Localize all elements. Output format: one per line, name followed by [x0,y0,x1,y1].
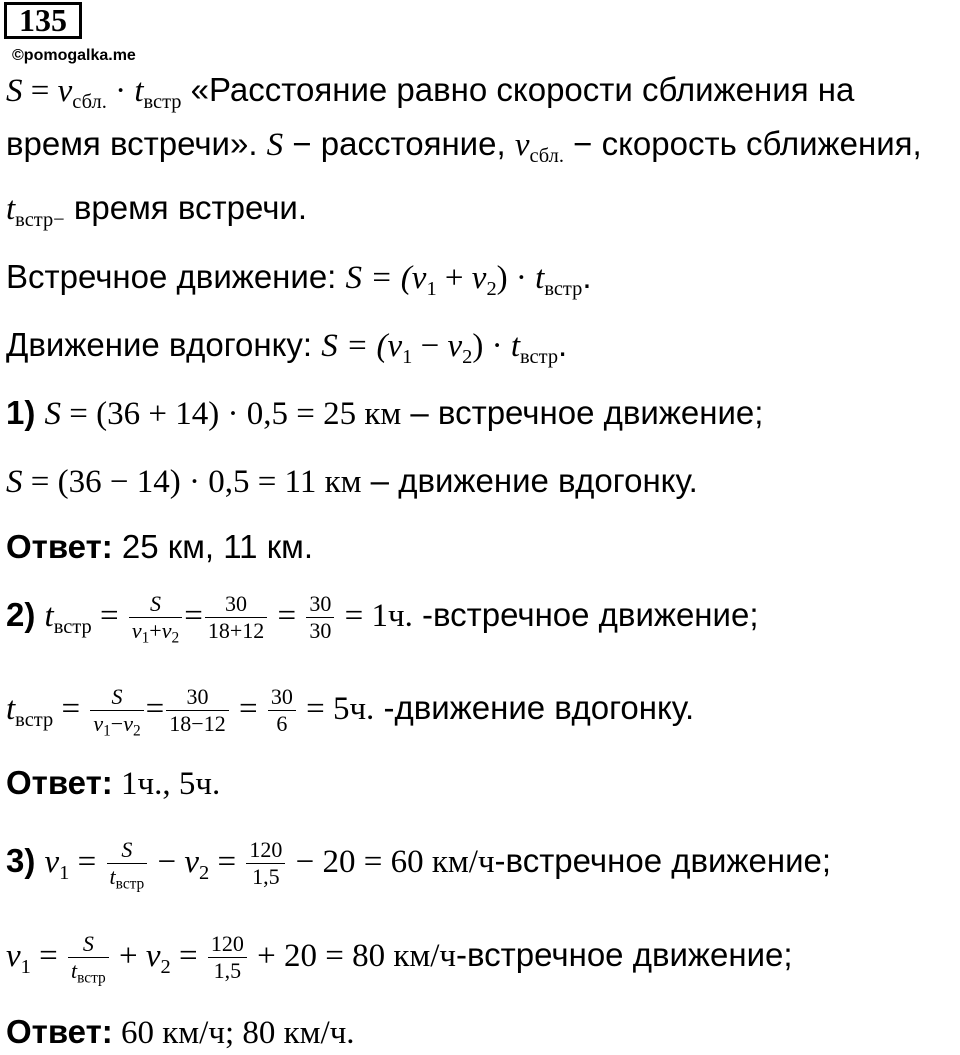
result: = 1ч. [336,598,413,634]
part3-answer [6,1012,355,1053]
frac-numerator: S [107,837,148,864]
answer-label: Ответ: [6,528,113,565]
var-s: S [266,127,284,163]
equals: = [170,938,206,974]
part1-answer [6,527,313,567]
var-v1: v [6,938,21,974]
sub-1: 1 [141,629,150,647]
frac-denominator [129,617,182,647]
frac-numerator: S [90,684,143,711]
frac-denominator: 1,5 [213,957,242,983]
t-subscript: встр [15,709,54,732]
fraction-numeric [246,837,285,890]
plus: + [110,938,146,974]
answer-label: Ответ: [6,1013,113,1050]
minus: − [149,844,185,880]
var-s: S [6,73,23,109]
part3-line-1 [6,830,831,893]
plus: + [149,617,162,643]
fraction-numeric [306,591,334,644]
frac-denominator: 6 [276,710,288,736]
sub-1: 1 [59,862,70,885]
intro-line3-rest: время встречи. [64,189,308,226]
formula-start: S = ( [345,260,412,296]
intro-line-3 [6,188,308,232]
formula-start: S = ( [321,328,388,364]
sub-1: 1 [402,346,413,369]
meeting-label: Встречное движение: [6,258,346,295]
frac-denominator: 1,5 [252,863,280,889]
intro-line2-dash: − расстояние, [283,125,515,162]
fraction-s-over-t [107,836,148,893]
equals: = [184,598,203,634]
sub-2: 2 [171,629,180,647]
part1-line-2 [6,461,698,502]
part2-text-2: -движение вдогонку. [374,689,695,726]
t-subscript: встр [544,278,583,301]
dot: · [106,73,135,109]
equals: = [30,938,66,974]
v-subscript: сбл. [72,91,107,114]
frac-numerator: 30 [166,684,228,711]
fraction-s-over-t [68,930,109,987]
var-v2: v [184,844,200,880]
close-paren: ) · [472,328,511,364]
equals: = [91,598,127,634]
var-v2: v [123,710,133,736]
intro-quote: «Расстояние равно скорости сближения на [181,71,855,108]
t-subscript: встр [143,91,182,114]
period: . [558,326,568,363]
sub-2: 2 [199,862,210,885]
part1-line-1 [6,393,763,434]
part2-answer [6,763,220,804]
frac-denominator [107,863,148,893]
part3-text-2: -встречное движение; [456,936,793,973]
part2-number: 2) [6,596,45,633]
t-subscript: встр [53,616,92,639]
minus: − [412,328,448,364]
var-v: v [57,73,73,109]
part2-text-1: -встречное движение; [412,596,759,633]
answer-text: 60 км/ч; 80 км/ч. [112,1015,355,1051]
part1-number: 1) [6,394,45,431]
frac-denominator: 18+12 [207,617,265,643]
equals: = [145,691,165,727]
sub-1: 1 [20,956,31,979]
intro-line2-text: время встречи». [6,125,267,162]
sub-2: 2 [132,722,141,740]
part3-text-1: -встречное движение; [494,842,832,879]
close-paren: ) · [496,260,536,296]
var-v1: v [93,710,104,736]
frac-numerator: S [68,931,109,958]
sub-2: 2 [462,346,473,369]
fraction-numeric [208,931,247,984]
equals: = [22,73,58,109]
t-subscript: встр [77,969,106,987]
var-v2: v [145,938,161,974]
period: . [582,258,592,295]
part2-line-1 [6,585,759,646]
equals: = [269,598,305,634]
var-s: S [6,464,23,500]
var-v2: v [471,260,487,296]
meeting-formula [6,257,592,301]
frac-denominator: 30 [309,617,332,643]
part1-expr-2: = (36 − 14) · 0,5 = 11 км [22,464,362,500]
var-s: S [44,396,62,432]
plus: + [436,260,472,296]
var-t: t [44,598,54,634]
t-subscript: встр [520,346,559,369]
result: − 20 = 60 км/ч [287,844,495,880]
frac-numerator: 120 [208,931,247,958]
intro-line-1 [6,70,855,114]
var-v2: v [447,328,463,364]
var-t: t [6,691,16,727]
fraction-numeric [205,591,267,644]
part1-text-2: – движение вдогонку. [361,462,698,499]
var-v1: v [131,617,142,643]
fraction-s-over-diff [90,683,143,740]
part1-text-1: – встречное движение; [401,394,764,431]
fraction-s-over-sum [129,590,182,647]
problem-number: 135 [4,2,82,39]
frac-denominator: 18−12 [169,710,226,736]
v-subscript: сбл. [529,145,564,168]
equals: = [53,691,89,727]
frac-numerator: 120 [246,837,285,864]
minus: − [110,710,124,736]
var-v1: v [387,328,403,364]
sub-1: 1 [103,722,111,740]
frac-numerator: 30 [306,591,334,618]
equals: = [209,844,245,880]
intro-line-2 [6,124,922,168]
var-t: t [6,191,16,227]
part2-line-2 [6,678,694,739]
answer-label: Ответ: [6,764,113,801]
var-t: t [134,73,144,109]
part1-expr-1: = (36 + 14) · 0,5 = 25 км [61,396,402,432]
frac-denominator [68,957,109,987]
sub-1: 1 [426,278,437,301]
t-subscript: встр [115,875,145,893]
var-v1: v [44,844,60,880]
chase-formula [6,325,568,369]
frac-numerator: 30 [205,591,267,618]
var-t: t [109,863,116,889]
equals: = [69,844,105,880]
fraction-numeric [268,684,296,737]
equals: = [230,691,266,727]
var-t: t [510,328,521,364]
part3-number: 3) [6,842,45,879]
intro-line2-rest: − скорость сближения, [564,125,922,162]
sub-2: 2 [486,278,497,301]
t-subscript: встр− [15,209,65,232]
watermark: ©pomogalka.me [12,47,136,64]
chase-label: Движение вдогонку: [6,326,322,363]
result: + 20 = 80 км/ч [248,938,457,974]
frac-numerator: 30 [268,684,296,711]
frac-numerator: S [129,591,182,618]
var-v: v [514,127,530,163]
var-v1: v [411,260,427,296]
var-t: t [71,957,78,983]
var-v2: v [161,617,172,643]
fraction-numeric [166,684,228,737]
var-t: t [535,260,545,296]
frac-denominator [90,710,143,740]
part3-line-2 [6,924,793,987]
result: = 5ч. [297,691,375,727]
answer-text: 1ч., 5ч. [112,766,221,802]
sub-2: 2 [160,956,171,979]
answer-text: 25 км, 11 км. [112,528,313,565]
